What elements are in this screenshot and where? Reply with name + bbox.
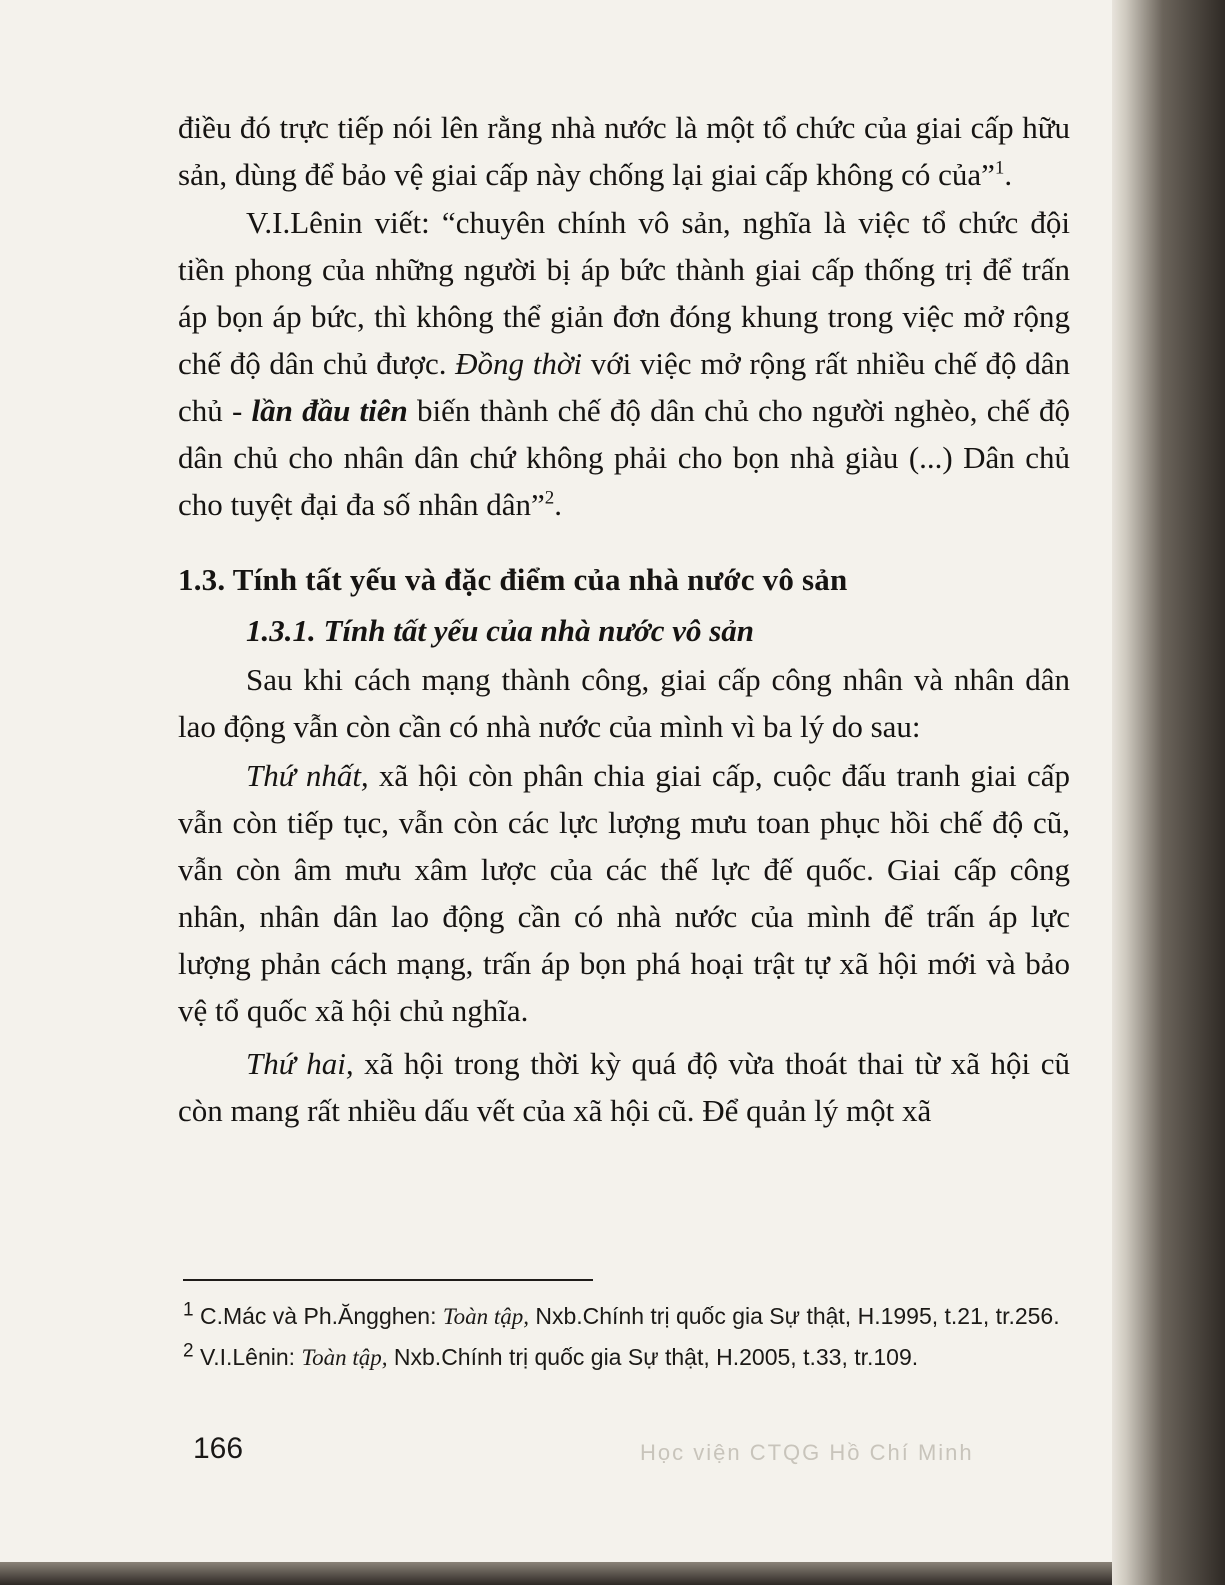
footnote-2: $^2$ V.I.Lênin: Toàn tập, Nxb.Chính trị quốc gia Sự thật, H.2005, t.33, tr.109.: [183, 1340, 919, 1370]
book-spine-edge: [1112, 0, 1225, 1585]
reasons-intro-paragraph: Sau khi cách mạng thành công, giai cấp công nhân và nhân dân lao động vẫn còn cần có nhà nước của mình vì ba lý do sau:: [178, 662, 1070, 744]
emphasis-lan-dau-tien: lần đầu tiên: [251, 393, 408, 428]
library-watermark: Học viện CTQG Hồ Chí Minh: [640, 1440, 974, 1465]
second-reason-paragraph: Thứ hai, xã hội trong thời kỳ quá độ vừa thoát thai từ xã hội cũ còn mang rất nhiều dấu vết của xã hội cũ. Để quản lý một xã: [178, 1046, 1070, 1128]
body-text: [178, 104, 1070, 1134]
book-bottom-edge: [0, 1562, 1112, 1585]
footnote-ref-2: 2: [544, 487, 555, 509]
subsection-heading: 1.3.1. Tính tất yếu của nhà nước vô sản: [246, 613, 755, 648]
page-number: 166: [193, 1432, 244, 1465]
first-reason-paragraph: Thứ nhất, xã hội còn phân chia giai cấp, cuộc đấu tranh giai cấp vẫn còn tiếp tục, vẫn còn các lực lượng mưu toan phục hồi chế độ cũ, vẫn còn âm mưu xâm lược của các thế lực đế quốc. Giai cấp công nhân, nhân dân lao động cần có nhà nước của mình để trấn áp lực lượng phản cách mạng, trấn áp bọn phá hoại trật tự xã hội mới và bảo vệ tổ quốc xã hội chủ nghĩa.: [178, 758, 1070, 1028]
emphasis-dong-thoi: Đồng thời: [455, 346, 583, 381]
section-heading: 1.3. Tính tất yếu và đặc điểm của nhà nước vô sản: [178, 562, 848, 597]
second-reason-label: Thứ hai,: [246, 1046, 354, 1081]
footnotes: [183, 1300, 1073, 1382]
footnote-1: $^1$ C.Mác và Ph.Ăngghen: Toàn tập, Nxb.Chính trị quốc gia Sự thật, H.1995, t.21, tr.256.: [183, 1299, 1060, 1329]
intro-paragraph: điều đó trực tiếp nói lên rằng nhà nước là một tổ chức của giai cấp hữu sản, dùng để bảo vệ giai cấp này chống lại giai cấp không có của”$^1$.: [178, 110, 1070, 192]
footnote-divider: [183, 1279, 593, 1281]
first-reason-label: Thứ nhất,: [246, 758, 369, 793]
footnote-ref-1: 1: [994, 157, 1005, 179]
lenin-quote-paragraph: V.I.Lênin viết: “chuyên chính vô sản, nghĩa là việc tổ chức đội tiền phong của những người bị áp bức thành giai cấp thống trị để trấn áp bọn áp bức, thì không thể giản đơn đóng khung trong việc mở rộng chế độ dân chủ được. Đồng thời với việc mở rộng rất nhiều chế độ dân chủ - lần đầu tiên biến thành chế độ dân chủ cho người nghèo, chế độ dân chủ cho nhân dân chứ không phải cho bọn nhà giàu (...) Dân chủ cho tuyệt đại đa số nhân dân”$^2$.: [178, 205, 1070, 522]
